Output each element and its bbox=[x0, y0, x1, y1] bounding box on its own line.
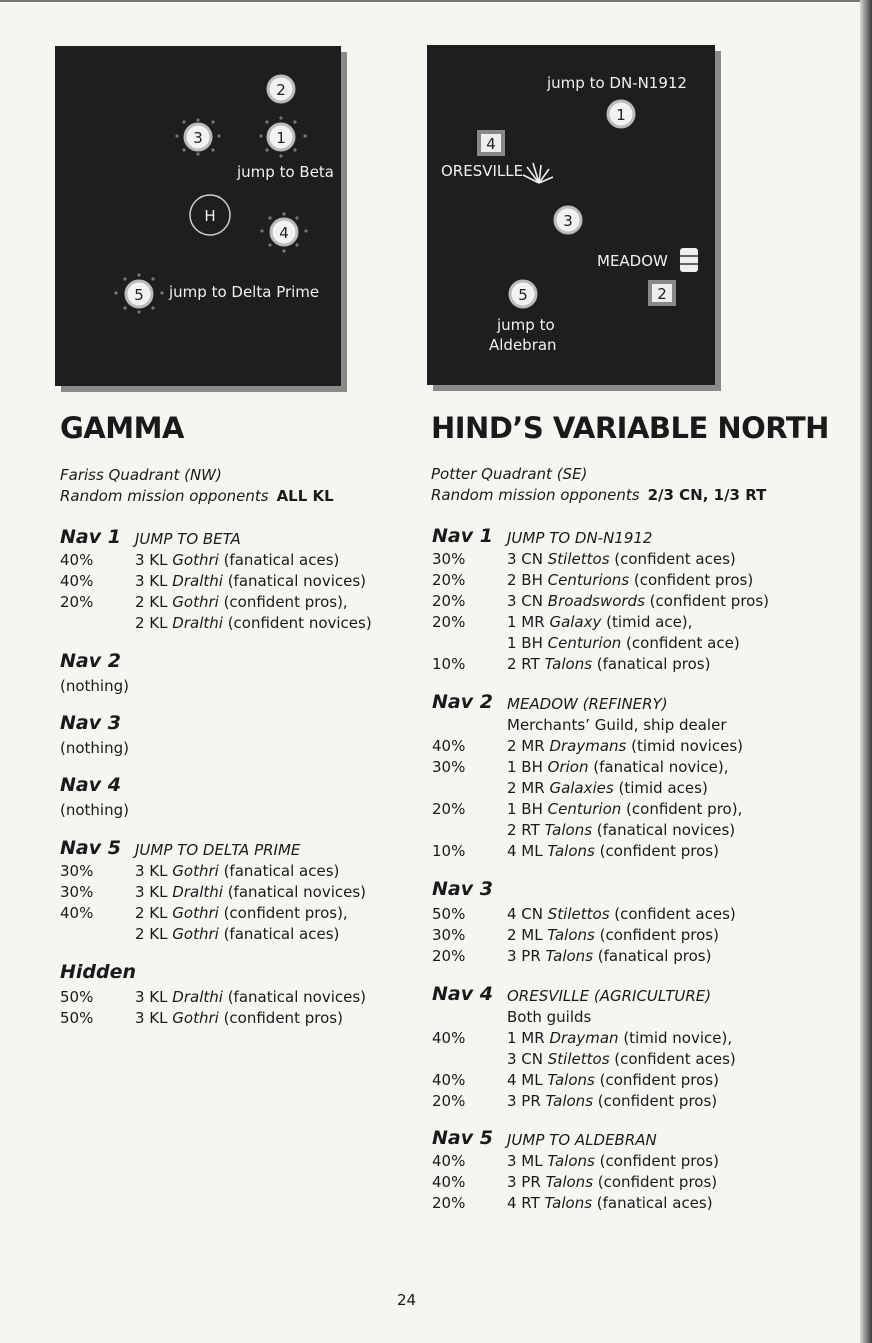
gamma-nav1-row-text bbox=[135, 614, 372, 632]
pilot-skill: (fanatical aces) bbox=[218, 925, 340, 943]
hind-nav5-row-text bbox=[507, 1194, 713, 1212]
hinds-variable-north-map bbox=[427, 45, 721, 391]
gamma-nav3-note: (nothing) bbox=[60, 739, 129, 757]
pilot-skill: (confident pros) bbox=[218, 1009, 343, 1027]
hind-nav4-heading: Nav 4 bbox=[432, 983, 493, 1005]
ship-count-faction: 4 ML bbox=[507, 1071, 548, 1089]
hind-nav5-row-pct: 40% bbox=[432, 1173, 466, 1191]
hind-nav1-row-text bbox=[507, 634, 740, 652]
pilot-skill: (fanatical novices) bbox=[592, 821, 736, 839]
hind-nav2-note: Merchants’ Guild, ship dealer bbox=[507, 716, 727, 734]
gamma-quadrant: Fariss Quadrant (NW) bbox=[60, 466, 222, 484]
ship-class-name: Galaxy bbox=[549, 613, 602, 631]
gamma-nav1-row-pct: 40% bbox=[60, 551, 94, 569]
hind-nav5-destination: JUMP TO ALDEBRAN bbox=[507, 1131, 657, 1149]
ship-class-name: Talons bbox=[547, 1071, 595, 1089]
gamma-hidden-row-pct: 50% bbox=[60, 1009, 94, 1027]
ship-class-name: Stilettos bbox=[547, 550, 610, 568]
ship-count-faction: 2 KL bbox=[135, 614, 173, 632]
ship-class-name: Orion bbox=[547, 758, 589, 776]
hind-nav1-row-text bbox=[507, 655, 710, 673]
pilot-skill: (fanatical aces) bbox=[592, 1194, 713, 1212]
hind-nav4-row-text bbox=[507, 1050, 736, 1068]
nav-2-marker bbox=[268, 76, 294, 102]
ship-class-name: Talons bbox=[544, 1194, 593, 1212]
ship-class-name: Dralthi bbox=[172, 883, 223, 901]
pilot-skill: (confident aces) bbox=[609, 550, 736, 568]
ship-count-faction: 1 MR bbox=[507, 1029, 550, 1047]
nav-3-marker bbox=[185, 124, 211, 150]
ship-count-faction: 4 RT bbox=[507, 1194, 545, 1212]
hind-nav1-row-pct: 10% bbox=[432, 655, 466, 673]
hind-nav5-row-text bbox=[507, 1152, 719, 1170]
ship-class-name: Gothri bbox=[172, 551, 219, 569]
gamma-nav4-heading: Nav 4 bbox=[60, 774, 121, 796]
ship-count-faction: 3 KL bbox=[135, 883, 173, 901]
nav-4-marker bbox=[271, 219, 297, 245]
hind-nav4-row-pct: 40% bbox=[432, 1029, 466, 1047]
pilot-skill: (confident pro), bbox=[621, 800, 743, 818]
svg-text:2: 2 bbox=[657, 285, 667, 303]
pilot-skill: (fanatical novices) bbox=[222, 572, 367, 590]
ship-class-name: Talons bbox=[547, 926, 595, 944]
ship-count-faction: 3 CN bbox=[507, 550, 548, 568]
pilot-skill: (fanatical pros) bbox=[592, 655, 711, 673]
ship-class-name: Centurion bbox=[547, 800, 622, 818]
hind-nav4-row-text bbox=[507, 1071, 719, 1089]
pilot-skill: (confident novices) bbox=[222, 614, 372, 632]
pilot-skill: (confident aces) bbox=[609, 1050, 736, 1068]
ship-count-faction: 2 MR bbox=[507, 737, 550, 755]
ship-class-name: Centurions bbox=[547, 571, 630, 589]
pilot-skill: (confident pros) bbox=[629, 571, 754, 589]
ship-count-faction: 1 MR bbox=[507, 613, 550, 631]
gamma-nav1-row-text bbox=[135, 593, 348, 611]
hind-quadrant: Potter Quadrant (SE) bbox=[431, 465, 588, 483]
ship-class-name: Galaxies bbox=[549, 779, 614, 797]
ship-count-faction: 3 CN bbox=[507, 1050, 548, 1068]
hind-title: HIND’S VARIABLE NORTH bbox=[431, 411, 829, 445]
pilot-skill: (confident pros) bbox=[594, 842, 719, 860]
nav-5-marker bbox=[510, 281, 536, 307]
hind-nav4-destination: ORESVILLE (AGRICULTURE) bbox=[507, 987, 712, 1005]
gamma-nav5-destination: JUMP TO DELTA PRIME bbox=[135, 841, 301, 859]
gamma-nav1-destination: JUMP TO BETA bbox=[135, 530, 241, 548]
gamma-nav1-row-text bbox=[135, 572, 366, 590]
pilot-skill: (confident pros) bbox=[594, 1152, 719, 1170]
hind-nav3-row-text bbox=[507, 905, 736, 923]
gamma-nav5-heading: Nav 5 bbox=[60, 837, 121, 859]
svg-text:2: 2 bbox=[276, 81, 286, 99]
jump-to-delta-prime-label: jump to Delta Prime bbox=[169, 283, 320, 301]
pilot-skill: (timid novices) bbox=[626, 737, 743, 755]
ship-class-name: Drayman bbox=[549, 1029, 619, 1047]
hind-nav4-row-text bbox=[507, 1092, 717, 1110]
hind-nav2-row-text bbox=[507, 737, 743, 755]
nav-5-marker bbox=[126, 281, 152, 307]
gamma-nav3-heading: Nav 3 bbox=[60, 712, 121, 734]
nav-1-marker bbox=[268, 124, 294, 150]
gamma-nav5-row-text bbox=[135, 883, 366, 901]
pilot-skill: (fanatical novices) bbox=[222, 883, 367, 901]
ship-class-name: Stilettos bbox=[547, 1050, 610, 1068]
hind-nav3-row-pct: 50% bbox=[432, 905, 466, 923]
gamma-hidden-heading: Hidden bbox=[60, 961, 137, 983]
hind-nav2-row-pct: 10% bbox=[432, 842, 466, 860]
ship-count-faction: 2 BH bbox=[507, 571, 548, 589]
pilot-skill: (confident pros), bbox=[218, 593, 348, 611]
ship-class-name: Stilettos bbox=[547, 905, 610, 923]
ship-count-faction: 2 RT bbox=[507, 655, 545, 673]
hind-nav3-row-pct: 30% bbox=[432, 926, 466, 944]
gamma-nav5-row-pct: 30% bbox=[60, 862, 94, 880]
svg-text:5: 5 bbox=[134, 286, 144, 304]
gamma-nav2-note: (nothing) bbox=[60, 677, 129, 695]
page-number: 24 bbox=[397, 1291, 417, 1309]
ship-count-faction: 2 RT bbox=[507, 821, 545, 839]
nav-3-marker bbox=[555, 207, 581, 233]
pilot-skill: (confident pros) bbox=[593, 1173, 718, 1191]
hind-nav1-row-pct: 20% bbox=[432, 613, 466, 631]
pilot-skill: (timid ace), bbox=[601, 613, 693, 631]
ship-count-faction: 4 ML bbox=[507, 842, 548, 860]
gamma-hidden-row-text bbox=[135, 1009, 343, 1027]
hind-nav4-row-text bbox=[507, 1029, 732, 1047]
gamma-nav1-row-pct: 40% bbox=[60, 572, 94, 590]
pilot-skill: (confident pros) bbox=[594, 926, 719, 944]
hind-nav2-row-text bbox=[507, 800, 742, 818]
svg-text:3: 3 bbox=[563, 212, 573, 230]
ship-count-faction: 2 KL bbox=[135, 593, 173, 611]
hind-nav1-row-text bbox=[507, 592, 769, 610]
jump-to-dn-label: jump to DN-N1912 bbox=[547, 74, 687, 92]
ship-class-name: Talons bbox=[545, 1092, 594, 1110]
hind-nav1-row-pct: 30% bbox=[432, 550, 466, 568]
ship-class-name: Broadswords bbox=[547, 592, 645, 610]
ship-count-faction: 3 PR bbox=[507, 947, 546, 965]
gamma-nav1-row-text bbox=[135, 551, 339, 569]
pilot-skill: (fanatical novices) bbox=[222, 988, 367, 1006]
pilot-skill: (fanatical novice), bbox=[588, 758, 729, 776]
jump-to-aldebran-label-2: Aldebran bbox=[489, 336, 557, 354]
ship-count-faction: 3 KL bbox=[135, 551, 173, 569]
hind-nav3-heading: Nav 3 bbox=[432, 878, 493, 900]
gamma-nav5-row-text bbox=[135, 904, 348, 922]
hind-nav2-row-pct: 40% bbox=[432, 737, 466, 755]
pilot-skill: (fanatical aces) bbox=[218, 551, 340, 569]
hind-nav3-row-text bbox=[507, 926, 719, 944]
ship-count-faction: 2 KL bbox=[135, 904, 173, 922]
ship-count-faction: 3 ML bbox=[507, 1152, 548, 1170]
ship-class-name: Gothri bbox=[172, 1009, 219, 1027]
hind-nav2-row-text bbox=[507, 821, 735, 839]
hind-nav4-note: Both guilds bbox=[507, 1008, 592, 1026]
gamma-nav5-row-pct: 40% bbox=[60, 904, 94, 922]
pilot-skill: (confident pros) bbox=[644, 592, 770, 610]
pilot-skill: (fanatical aces) bbox=[218, 862, 340, 880]
ship-count-faction: 3 KL bbox=[135, 1009, 173, 1027]
svg-text:H: H bbox=[204, 207, 216, 225]
ship-count-faction: 1 BH bbox=[507, 800, 548, 818]
gamma-nav5-row-text bbox=[135, 862, 339, 880]
gamma-map bbox=[55, 46, 347, 392]
hind-nav1-row-text bbox=[507, 613, 692, 631]
ship-count-faction: 3 KL bbox=[135, 572, 173, 590]
pilot-skill: (timid aces) bbox=[613, 779, 708, 797]
ship-count-faction: 2 ML bbox=[507, 926, 548, 944]
hind-nav5-row-pct: 20% bbox=[432, 1194, 466, 1212]
oresville-label: ORESVILLE bbox=[441, 162, 524, 180]
svg-text:3: 3 bbox=[193, 129, 203, 147]
hind-nav1-row-text bbox=[507, 571, 753, 589]
gamma-nav1-row-pct: 20% bbox=[60, 593, 94, 611]
gamma-hidden-row-text bbox=[135, 988, 366, 1006]
hind-nav3-row-pct: 20% bbox=[432, 947, 466, 965]
gamma-nav5-row-pct: 30% bbox=[60, 883, 94, 901]
ship-class-name: Talons bbox=[547, 1152, 595, 1170]
nav-4-marker bbox=[477, 130, 505, 156]
ship-class-name: Dralthi bbox=[172, 988, 223, 1006]
meadow-label: MEADOW bbox=[597, 252, 668, 270]
hind-nav1-row-pct: 20% bbox=[432, 592, 466, 610]
ship-count-faction: 3 KL bbox=[135, 988, 173, 1006]
hind-nav5-row-text bbox=[507, 1173, 717, 1191]
ship-count-faction: 3 PR bbox=[507, 1173, 546, 1191]
pilot-skill: (confident ace) bbox=[621, 634, 740, 652]
ship-count-faction: 1 BH bbox=[507, 758, 548, 776]
hind-nav2-row-text bbox=[507, 779, 708, 797]
ship-class-name: Dralthi bbox=[172, 572, 223, 590]
svg-text:4: 4 bbox=[486, 135, 496, 153]
nav-2-marker bbox=[648, 280, 676, 306]
ship-count-faction: 3 CN bbox=[507, 592, 548, 610]
gamma-nav5-row-text bbox=[135, 925, 339, 943]
nav-1-marker bbox=[608, 101, 634, 127]
ship-class-name: Gothri bbox=[172, 593, 219, 611]
pilot-skill: (confident aces) bbox=[609, 905, 736, 923]
pilot-skill: (confident pros) bbox=[594, 1071, 719, 1089]
hind-opponents: Random mission opponents 2/3 CN, 1/3 RT bbox=[431, 486, 767, 504]
svg-text:1: 1 bbox=[276, 129, 286, 147]
hind-nav1-destination: JUMP TO DN-N1912 bbox=[507, 529, 653, 547]
ship-count-faction: 4 CN bbox=[507, 905, 548, 923]
hind-nav3-row-text bbox=[507, 947, 711, 965]
hind-nav2-row-pct: 30% bbox=[432, 758, 466, 776]
ship-class-name: Gothri bbox=[172, 862, 219, 880]
pilot-skill: (fanatical pros) bbox=[593, 947, 712, 965]
ship-count-faction: 1 BH bbox=[507, 634, 548, 652]
gamma-hidden-row-pct: 50% bbox=[60, 988, 94, 1006]
ship-class-name: Talons bbox=[547, 842, 595, 860]
hind-nav2-destination: MEADOW (REFINERY) bbox=[507, 695, 668, 713]
hind-nav5-heading: Nav 5 bbox=[432, 1127, 493, 1149]
hind-nav1-row-pct: 20% bbox=[432, 571, 466, 589]
hind-nav4-row-pct: 40% bbox=[432, 1071, 466, 1089]
gamma-opponents: Random mission opponents ALL KL bbox=[60, 487, 334, 505]
hind-nav2-row-text bbox=[507, 842, 719, 860]
ship-count-faction: 3 KL bbox=[135, 862, 173, 880]
page-binding-edge bbox=[860, 0, 872, 1343]
gamma-nav2-heading: Nav 2 bbox=[60, 650, 121, 672]
hind-nav2-row-pct: 20% bbox=[432, 800, 466, 818]
gamma-nav4-note: (nothing) bbox=[60, 801, 129, 819]
ship-class-name: Gothri bbox=[172, 925, 219, 943]
svg-text:4: 4 bbox=[279, 224, 289, 242]
hind-nav1-heading: Nav 1 bbox=[432, 525, 493, 547]
ship-class-name: Talons bbox=[545, 1173, 594, 1191]
jump-to-beta-label: jump to Beta bbox=[237, 163, 334, 181]
hind-nav2-heading: Nav 2 bbox=[432, 691, 493, 713]
jump-to-aldebran-label-1: jump to bbox=[497, 316, 555, 334]
page-top-edge bbox=[0, 0, 872, 2]
ship-class-name: Centurion bbox=[547, 634, 622, 652]
hind-nav1-row-text bbox=[507, 550, 736, 568]
ship-class-name: Draymans bbox=[549, 737, 627, 755]
ship-class-name: Talons bbox=[544, 821, 593, 839]
pilot-skill: (confident pros) bbox=[593, 1092, 718, 1110]
hind-nav5-row-pct: 40% bbox=[432, 1152, 466, 1170]
gamma-title: GAMMA bbox=[60, 411, 184, 445]
ship-class-name: Gothri bbox=[172, 904, 219, 922]
pilot-skill: (confident pros), bbox=[218, 904, 348, 922]
pilot-skill: (timid novice), bbox=[618, 1029, 733, 1047]
svg-text:5: 5 bbox=[518, 286, 528, 304]
hind-nav2-row-text bbox=[507, 758, 729, 776]
ship-class-name: Dralthi bbox=[172, 614, 223, 632]
hind-nav4-row-pct: 20% bbox=[432, 1092, 466, 1110]
ship-count-faction: 2 MR bbox=[507, 779, 550, 797]
ship-class-name: Talons bbox=[544, 655, 593, 673]
refinery-icon bbox=[680, 248, 698, 272]
ship-count-faction: 3 PR bbox=[507, 1092, 546, 1110]
svg-text:1: 1 bbox=[616, 106, 626, 124]
ship-class-name: Talons bbox=[545, 947, 594, 965]
gamma-nav1-heading: Nav 1 bbox=[60, 526, 121, 548]
ship-count-faction: 2 KL bbox=[135, 925, 173, 943]
